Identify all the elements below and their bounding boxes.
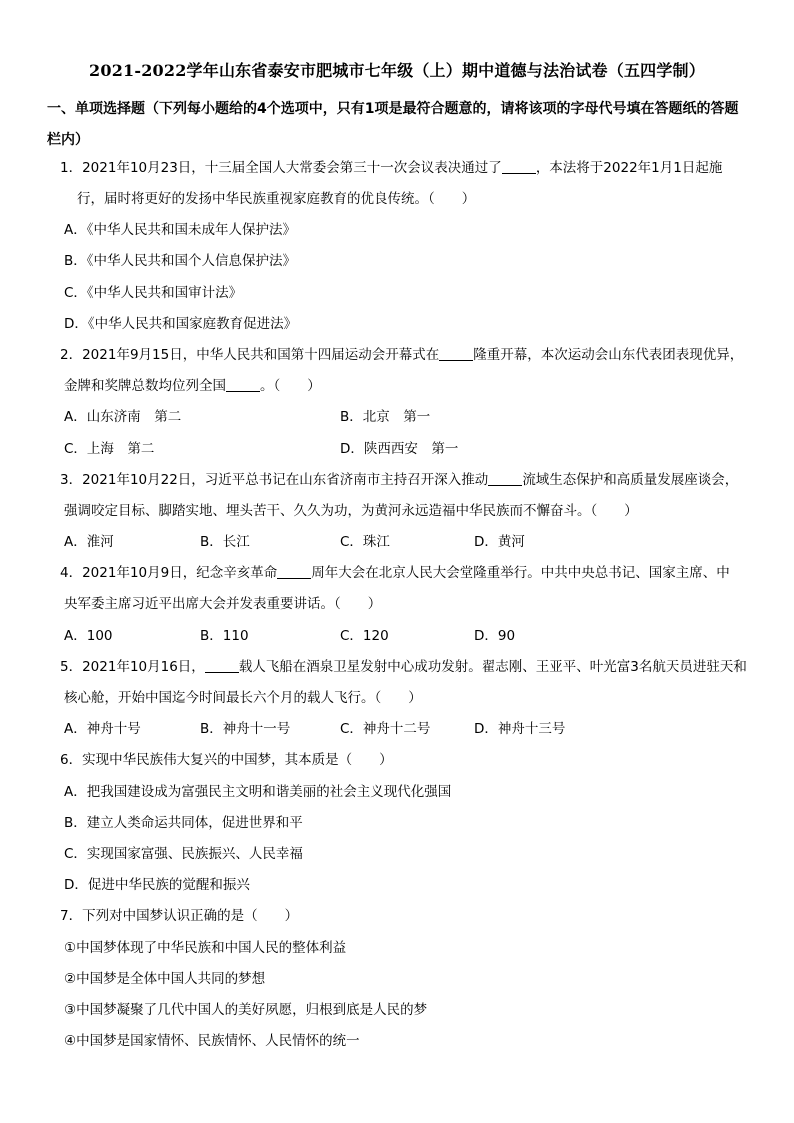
question-5-text-b: 载人飞船在酒泉卫星发射中心成功发射。翟志刚、王亚平、叶光富3名航天员进驻天和 <box>238 659 747 675</box>
question-5-option-c: C．神舟十二号 <box>340 721 431 737</box>
question-6-option-d: D．促进中华民族的觉醒和振兴 <box>64 877 250 893</box>
question-1-option-b: B．《中华人民共和国个人信息保护法》 <box>64 253 297 269</box>
question-3-text-a: 3．2021年10月22日，习近平总书记在山东省济南市主持召开深入推动 <box>60 472 489 488</box>
question-3-option-a: A．淮河 <box>64 534 114 550</box>
question-1-option-c: C．《中华人民共和国审计法》 <box>64 285 243 301</box>
question-4-text-a: 4．2021年10月9日，纪念辛亥革命 <box>60 565 278 581</box>
question-2-stem <box>60 346 743 364</box>
question-2-option-c: C．上海 第二 <box>64 441 155 457</box>
question-3-text-b: 流域生态保护和高质量发展座谈会， <box>522 472 739 488</box>
question-1-option-d: D．《中华人民共和国家庭教育促进法》 <box>64 316 298 332</box>
question-7-item-2: ②中国梦是全体中国人共同的梦想 <box>64 971 266 987</box>
question-2-text-a: 2．2021年9月15日，中华人民共和国第十四届运动会开幕式在 <box>60 347 440 363</box>
question-1-option-a: A．《中华人民共和国未成年人保护法》 <box>64 222 296 238</box>
section-heading: 一、单项选择题（下列每小题给的4个选项中，只有1项是最符合题意的，请将该项的字母代号填在答题纸的答题栏内） <box>47 101 739 148</box>
question-5-stem <box>60 658 747 676</box>
question-3-option-c: C．珠江 <box>340 534 390 550</box>
question-4-stem-cont: 央军委主席习近平出席大会并发表重要讲话。（ ） <box>64 596 382 612</box>
question-4-option-a: A．100 <box>64 628 113 644</box>
page-title: 2021-2022学年山东省泰安市肥城市七年级（上）期中道德与法治试卷（五四学制） <box>89 61 705 80</box>
answer-blank <box>205 658 239 673</box>
question-6-option-b: B．建立人类命运共同体，促进世界和平 <box>64 815 303 831</box>
question-2-option-d: D．陕西西安 第一 <box>340 441 459 457</box>
question-1-text-a: 1．2021年10月23日，十三届全国人大常委会第三十一次会议表决通过了 <box>60 160 502 176</box>
question-7-item-3: ③中国梦凝聚了几代中国人的美好夙愿，归根到底是人民的梦 <box>64 1002 428 1018</box>
question-7-item-1: ①中国梦体现了中华民族和中国人民的整体利益 <box>64 940 347 956</box>
answer-blank <box>277 564 311 579</box>
question-2-stem-cont <box>64 377 321 395</box>
question-1-stem <box>60 159 722 177</box>
question-2-option-b: B．北京 第一 <box>340 409 431 425</box>
question-2-text-d: 。（ ） <box>260 378 321 394</box>
question-4-option-c: C．120 <box>340 628 389 644</box>
question-4-text-b: 周年大会在北京人民大会堂隆重举行。中共中央总书记、国家主席、中 <box>311 565 730 581</box>
question-6-option-a: A．把我国建设成为富强民主文明和谐美丽的社会主义现代化强国 <box>64 784 452 800</box>
answer-blank <box>488 471 522 486</box>
question-2-option-a: A．山东济南 第二 <box>64 409 182 425</box>
question-3-stem <box>60 471 738 489</box>
answer-blank <box>502 159 536 174</box>
question-5-option-b: B．神舟十一号 <box>200 721 291 737</box>
question-5-text-a: 5．2021年10月16日， <box>60 659 205 675</box>
question-7-stem: 7．下列对中国梦认识正确的是（ ） <box>60 908 299 924</box>
question-1-text-b: ，本法将于2022年1月1日起施 <box>535 160 723 176</box>
answer-blank <box>226 377 260 392</box>
question-2-text-c: 金牌和奖牌总数均位列全国 <box>64 378 226 394</box>
question-5-stem-cont: 核心舱，开始中国迄今时间最长六个月的载人飞行。（ ） <box>64 690 422 706</box>
question-2-text-b: 隆重开幕，本次运动会山东代表团表现优异， <box>473 347 744 363</box>
question-3-option-d: D．黄河 <box>474 534 525 550</box>
question-7-item-4: ④中国梦是国家情怀、民族情怀、人民情怀的统一 <box>64 1033 360 1049</box>
question-6-option-c: C．实现国家富强、民族振兴、人民幸福 <box>64 846 303 862</box>
question-4-option-d: D．90 <box>474 628 516 644</box>
question-4-stem <box>60 564 730 582</box>
question-5-option-a: A．神舟十号 <box>64 721 141 737</box>
answer-blank <box>439 346 473 361</box>
question-6-stem: 6．实现中华民族伟大复兴的中国梦，其本质是（ ） <box>60 752 393 768</box>
question-3-stem-cont: 强调咬定目标、脚踏实地、埋头苦干、久久为功，为黄河永远造福中华民族而不懈奋斗。（ ） <box>64 503 638 519</box>
question-3-option-b: B．长江 <box>200 534 250 550</box>
question-4-option-b: B．110 <box>200 628 249 644</box>
question-1-stem-cont: 行，届时将更好的发扬中华民族重视家庭教育的优良传统。（ ） <box>77 191 476 207</box>
question-5-option-d: D．神舟十三号 <box>474 721 566 737</box>
